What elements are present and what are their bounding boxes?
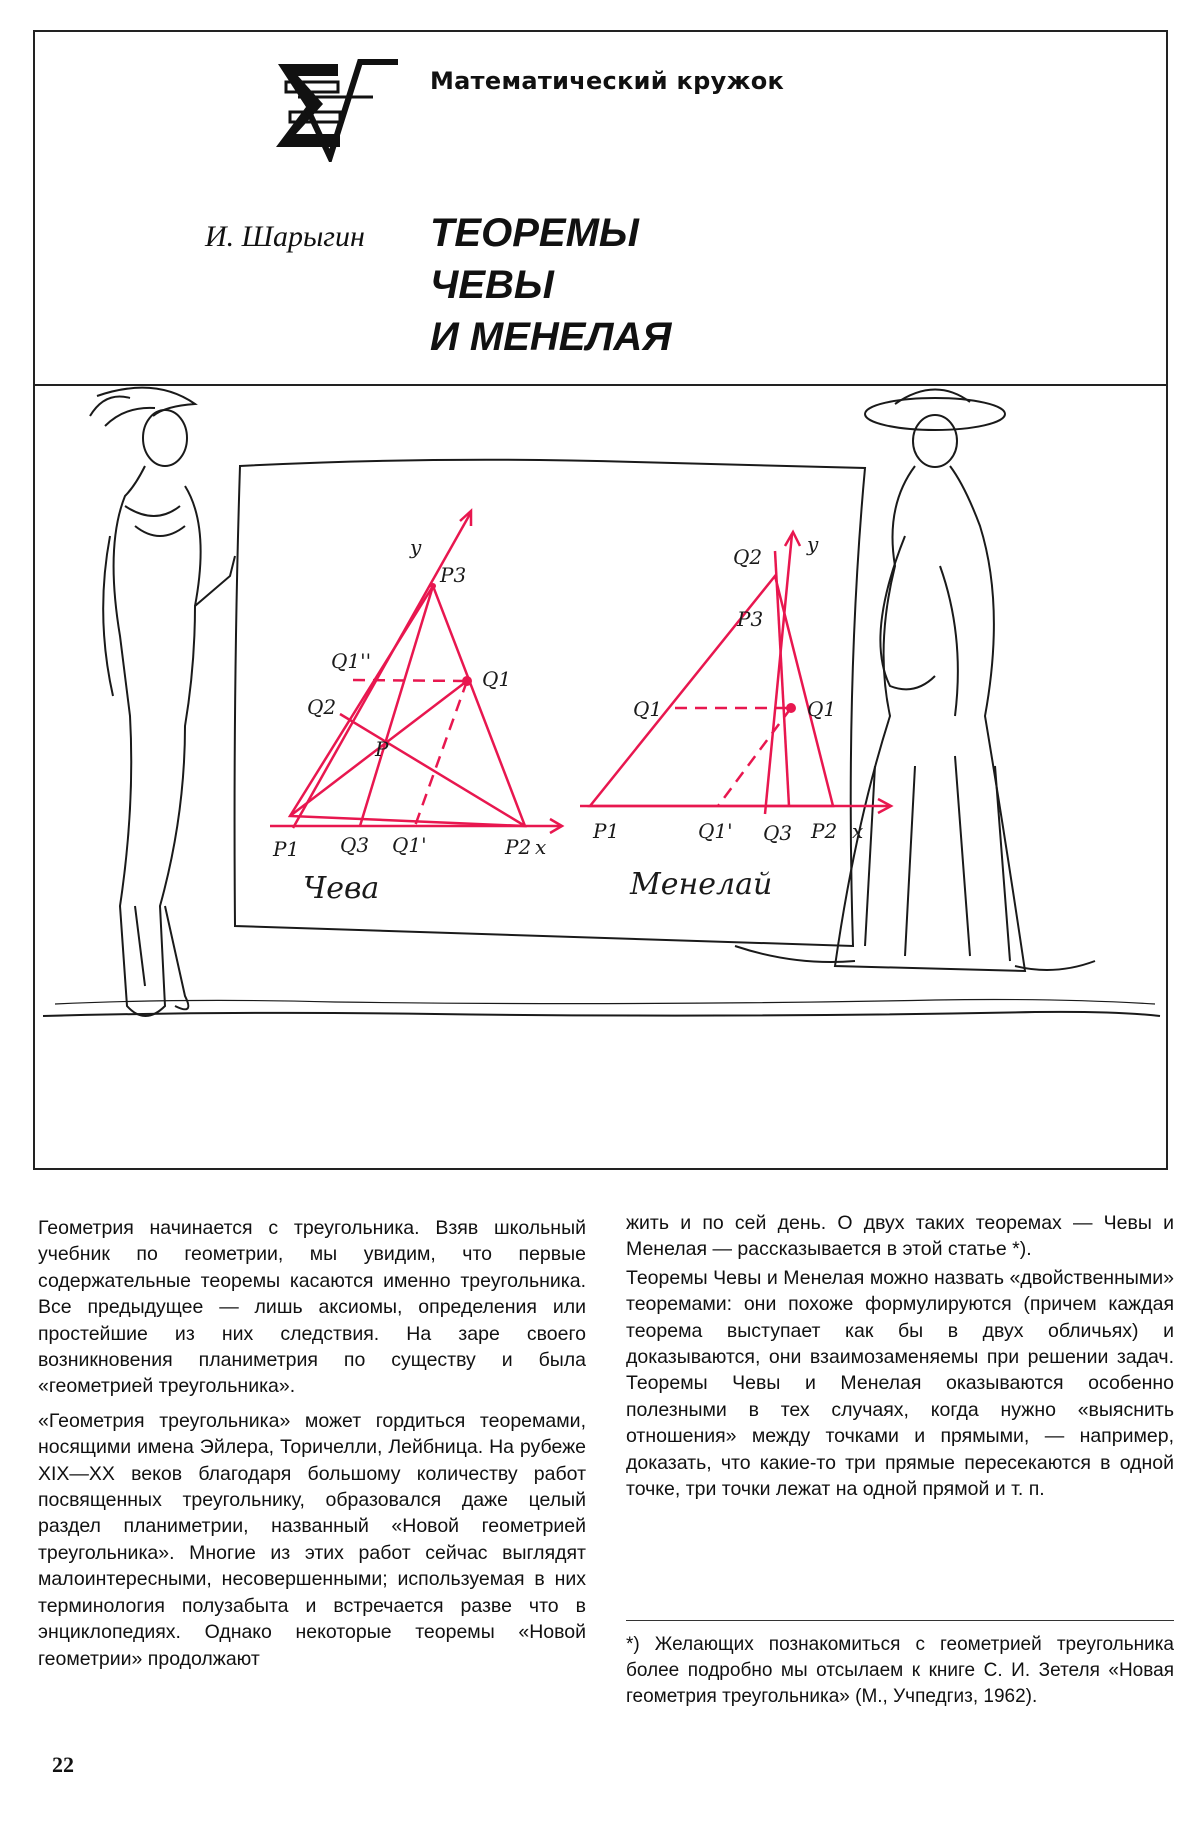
sigma-radical-logo: [268, 52, 408, 162]
menelaus-label-x: x: [852, 819, 864, 843]
right-figure: [735, 389, 1095, 971]
footnote: *) Желающих познакомиться с геометрией треугольника более подробно мы отсылаем к книге С. И. Зетеля «Новая геометрия треугольника» (М., Учпедгиз, 1962).: [626, 1634, 1174, 1707]
ceva-label-p2: P2: [505, 835, 532, 859]
menelaus-label-p3: P3: [737, 607, 764, 631]
ceva-label-p1: P1: [273, 837, 300, 861]
menelaus-label-p1: P1: [593, 819, 620, 843]
ceva-diagram: [270, 511, 562, 833]
ceva-label-y: y: [410, 535, 422, 559]
menelaus-label-p2: P2: [811, 819, 838, 843]
illustration: [35, 386, 1166, 1168]
section-label: Математический кружок: [430, 67, 785, 95]
header-frame: [33, 30, 1168, 1170]
ceva-label-x: x: [535, 835, 547, 859]
menelaus-label-q3: Q3: [763, 821, 793, 845]
article-author: И. Шарыгин: [205, 220, 365, 253]
ceva-label-q1pp: Q1'': [331, 649, 372, 673]
ceva-label-q1: Q1: [482, 667, 512, 691]
article-title: [430, 207, 671, 363]
page-number: 22: [52, 1752, 74, 1777]
body-column-1: [38, 1215, 586, 1672]
paragraph: Геометрия начинается с треугольника. Взяв школьный учебник по геометрии, мы увидим, что первые содержательные теоремы касаются именно треугольника. Все предыдущее — лишь аксиомы, определения или простейшие из них следствия. На заре своего возникновения планиметрия по существу и была «геометрией треугольника».: [38, 1217, 586, 1398]
paragraph: жить и по сей день. О двух таких теоремах — Чевы и Менелая — рассказывается в этой статье *).: [626, 1212, 1174, 1261]
ceva-label-q1p: Q1': [392, 833, 427, 857]
menelaus-label-q1: Q1: [807, 697, 837, 721]
ceva-label-q3: Q3: [340, 833, 370, 857]
ceva-label-p3: P3: [440, 563, 467, 587]
left-figure: [90, 388, 235, 1016]
ground-line: [43, 1012, 1160, 1016]
menelaus-label-q1p: Q1': [698, 819, 733, 843]
title-line-2: ЧЕВЫ: [430, 263, 554, 307]
menelaus-points: [786, 703, 796, 713]
paragraph: Теоремы Чевы и Менелая можно назвать «двойственными» теоремами: они похоже формулируются (причем каждая теорема выступает как бы в двух обличьях) и доказываются, они взаимозаменяемы при решении задач. Теоремы Чевы и Менелая оказываются особенно полезными в тех случаях, когда нужно «выяснить отношения» между точками и прямыми, — например, доказать, что какие-то три прямые пересекаются в одной точке, три точки лежат на одной прямой и т. п.: [626, 1266, 1174, 1501]
paragraph: «Геометрия треугольника» может гордиться теоремами, носящими имена Эйлера, Торичелли, Лейбница. На рубеже XIX—XX веков благодаря большому количеству работ посвященных треугольнику, образовался даже целый раздел планиметрии, названный «Новой геометрией треугольника». Многие из этих работ сейчас выглядят малоинтересными, несовершенными; используемая в них терминология полузабыта и встречается разве что в энциклопедиях. Однако некоторые теоремы «Новой геометрии» продолжают: [38, 1409, 586, 1670]
title-line-3: И МЕНЕЛАЯ: [430, 315, 672, 359]
ceva-caption: Чева: [303, 871, 380, 906]
title-line-1: ТЕОРЕМЫ: [430, 211, 639, 255]
menelaus-diagram: [580, 532, 891, 814]
menelaus-caption: Менелай: [630, 867, 773, 902]
menelaus-label-q1left: Q1: [633, 697, 663, 721]
menelaus-label-y: y: [807, 532, 819, 556]
menelaus-label-q2: Q2: [733, 545, 763, 569]
ceva-label-p: P: [375, 737, 389, 761]
ceva-label-q2: Q2: [307, 695, 337, 719]
footnote-rule: [626, 1620, 1174, 1621]
body-column-2: [626, 1210, 1174, 1502]
